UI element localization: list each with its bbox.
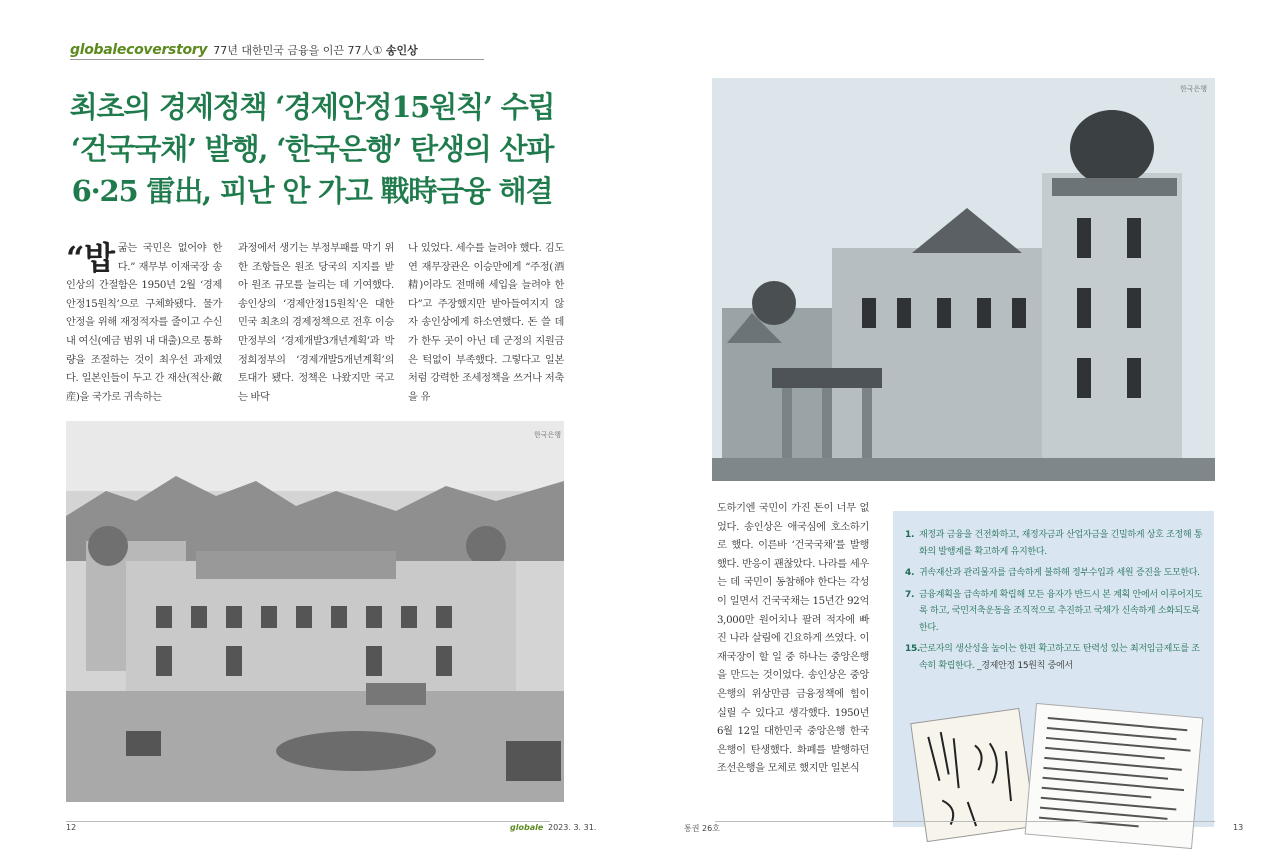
typed-text-illustration xyxy=(1025,704,1204,850)
handwriting-illustration xyxy=(911,709,1037,843)
title-line-3: 6·25 雷出, 피난 안 가고 戰時금융 해결 xyxy=(71,174,553,208)
footer-divider-right xyxy=(715,821,1215,822)
footer-issue: 통권 26호 xyxy=(684,824,720,833)
typed-document-image xyxy=(1025,703,1204,849)
article-column-1 xyxy=(66,240,222,407)
column-text: 굶는 국민은 없어야 한다.” 재무부 이재국장 송인상의 간절함은 1950년 2월 ‘경제안정15원칙’으로 구체화됐다. 물가안정을 위해 재정적자를 줄이고 수신 내 여신(예금 범위 내 대출)으로 통화량을 조절하는 것이 최우선 과제였다. 일본인들이 두고 간 재산(적산·敵産)을 국가로 귀속하는 xyxy=(66,243,222,403)
drop-cap: “밥 xyxy=(66,239,115,277)
brand-logo: globalecoverstory xyxy=(70,42,208,58)
principle-text: 귀속재산과 관리물자를 급속하게 불하해 정부수입과 세원 증진을 도모한다. xyxy=(919,568,1200,578)
bank-building-photo-right xyxy=(712,78,1215,481)
person-name: 송인상 xyxy=(385,44,418,57)
header-subtitle xyxy=(213,42,418,58)
bank-building-photo-left xyxy=(66,421,564,802)
page-number-right: 13 xyxy=(1233,823,1244,832)
principle-text: 금융계획을 급속하게 확립해 모든 융자가 반드시 본 계획 안에서 이루어지도록 하고, 국민저축운동을 조직적으로 추진하고 국채가 신속하게 소화되도록 한다. xyxy=(919,589,1203,633)
footer-date: 2023. 3. 31. xyxy=(548,823,597,832)
principles-list xyxy=(905,527,1205,679)
footer-brand-name: globale xyxy=(510,823,544,832)
principle-text: 근로자의 생산성을 높이는 한편 확고하고도 탄력성 있는 최저임금제도를 조속히 확립한다. xyxy=(919,644,1200,671)
article-column-4: 도하기엔 국민이 가진 돈이 너무 없었다. 송인상은 애국심에 호소하기로 했다. 이른바 ‘건국국채’를 발행했다. 반응이 괜찮았다. 나라를 세우는 데 국민이 동참해야 한다는 각성이 일면서 건국국채는 15년간 92억3,000만 원어치나 팔려 적자에 빠진 나라 살림에 긴요하게 쓰였다. 이재국장이 할 일 중 하나는 중앙은행을 만드는 것이었다. 송인상은 중앙은행의 위상만큼 금융정책에 힘이 실릴 수 있다고 생각했다. 1950년 6월 12일 대한민국 중앙은행 한국은행이 탄생했다. 화폐를 발행하던 조선은행을 모체로 했지만 일본식 xyxy=(717,503,869,775)
box-source: _경제안정 15원칙 중에서 xyxy=(974,660,1073,671)
footer-brand xyxy=(510,823,543,832)
principle-number: 1. xyxy=(905,530,915,540)
series-title: 77년 대한민국 금융을 이끈 77人① xyxy=(213,44,386,57)
principle-number: 4. xyxy=(905,568,915,578)
article-column-2: 과정에서 생기는 부정부패를 막기 위한 조항들은 원조 당국의 지지를 받아 원조 규모를 늘리는 데 기여했다. 송인상의 ‘경제안정15원칙’은 대한민국 최초의 경제정책으로 전후 이승만정부의 ‘경제개발3개년계획’과 박정희정부의 ‘경제개발5개년계획’의 토대가 됐다. 정책은 나왔지만 국고는 바닥 xyxy=(238,243,394,403)
section-header xyxy=(70,42,484,60)
bank-building-illustration-right xyxy=(712,78,1215,481)
principle-number: 7. xyxy=(905,589,915,600)
principle-item xyxy=(905,641,1205,674)
page-title xyxy=(62,86,562,212)
photo-credit-left: 한국은행 xyxy=(534,431,562,439)
principle-text: 재정과 금융을 건전화하고, 재정자금과 산업자금을 긴밀하게 상호 조정해 통화의 발행계를 확고하게 유지한다. xyxy=(919,530,1203,557)
principle-item xyxy=(905,587,1205,637)
title-line-1: 최초의 경제정책 ‘경제안정15원칙’ 수립 xyxy=(69,90,555,124)
footer-divider-left xyxy=(66,821,550,822)
page-number-left: 12 xyxy=(66,823,77,832)
article-column-3: 나 있었다. 세수를 늘려야 했다. 김도연 재무장관은 이승만에게 “주정(酒精)이라도 전매해 세입을 늘려야 한다”고 주장했지만 받아들여지지 않자 송인상에게 하소연했다. 돈 쓸 데가 한두 곳이 아닌 데 군정의 지원금은 턱없이 부족했다. 그렇다고 일본처럼 강력한 조세정책을 쓰거나 저축을 유 xyxy=(408,243,564,403)
principle-item xyxy=(905,565,1205,582)
bank-building-illustration-left xyxy=(66,421,564,802)
title-line-2: ‘건국국채’ 발행, ‘한국은행’ 탄생의 산파 xyxy=(70,132,554,166)
principle-number: 15. xyxy=(905,644,921,654)
principle-item xyxy=(905,527,1205,560)
photo-credit-right: 한국은행 xyxy=(1180,85,1208,93)
